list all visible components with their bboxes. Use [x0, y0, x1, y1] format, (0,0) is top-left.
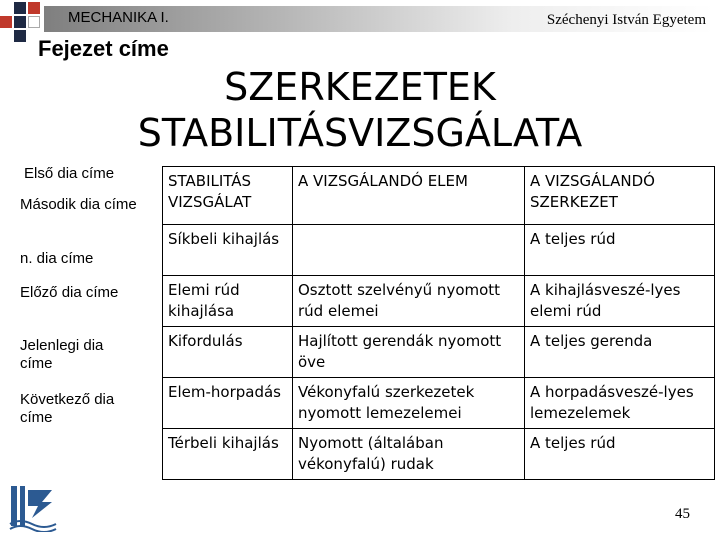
table-cell: A VIZSGÁLANDÓ ELEM [293, 167, 525, 225]
slide-title [0, 64, 720, 156]
table-cell: A VIZSGÁLANDÓ SZERKEZET [525, 167, 715, 225]
table-cell: Térbeli kihajlás [163, 429, 293, 480]
table-row [163, 167, 715, 225]
nav-first-slide[interactable]: Első dia címe [24, 165, 115, 182]
table-cell: STABILITÁS VIZSGÁLAT [163, 167, 293, 225]
table-cell: Nyomott (általában vékonyfalú) rudak [293, 429, 525, 480]
nav-nth-slide[interactable]: n. dia címe [20, 250, 94, 267]
table-cell: Osztott szelvényű nyomott rúd elemei [293, 276, 525, 327]
table-cell: A kihajlásveszé-lyes elemi rúd [525, 276, 715, 327]
table-cell: A teljes rúd [525, 429, 715, 480]
course-name: MECHANIKA I. [68, 9, 169, 26]
table-cell: Vékonyfalú szerkezetek nyomott lemezelemei [293, 378, 525, 429]
table-row [163, 429, 715, 480]
page-number: 45 [675, 506, 690, 522]
chapter-title: Fejezet címe [38, 36, 169, 61]
slide-title-line2: STABILITÁSVIZSGÁLATA [137, 111, 583, 155]
table-cell: Elemi rúd kihajlása [163, 276, 293, 327]
table-cell: Hajlított gerendák nyomott öve [293, 327, 525, 378]
nav-next-slide[interactable]: Következő dia címe [20, 391, 115, 426]
nav-current-slide[interactable]: Jelenlegi dia címe [20, 337, 104, 372]
nav-second-slide[interactable]: Második dia címe [20, 196, 137, 213]
table-row [163, 378, 715, 429]
table-row [163, 225, 715, 276]
table-cell: A teljes rúd [525, 225, 715, 276]
table-cell [293, 225, 525, 276]
table-row [163, 327, 715, 378]
slide-title-line1: SZERKEZETEK [224, 65, 496, 109]
university-logo-icon [8, 484, 58, 532]
table-cell: Síkbeli kihajlás [163, 225, 293, 276]
nav-previous-slide[interactable]: Előző dia címe [20, 284, 119, 301]
table-cell: Elem-horpadás [163, 378, 293, 429]
table-row [163, 276, 715, 327]
university-name: Széchenyi István Egyetem [546, 12, 706, 28]
table-cell: A horpadásveszé-lyes lemezelemek [525, 378, 715, 429]
table-cell: Kifordulás [163, 327, 293, 378]
stability-table [162, 166, 715, 480]
table-cell: A teljes gerenda [525, 327, 715, 378]
